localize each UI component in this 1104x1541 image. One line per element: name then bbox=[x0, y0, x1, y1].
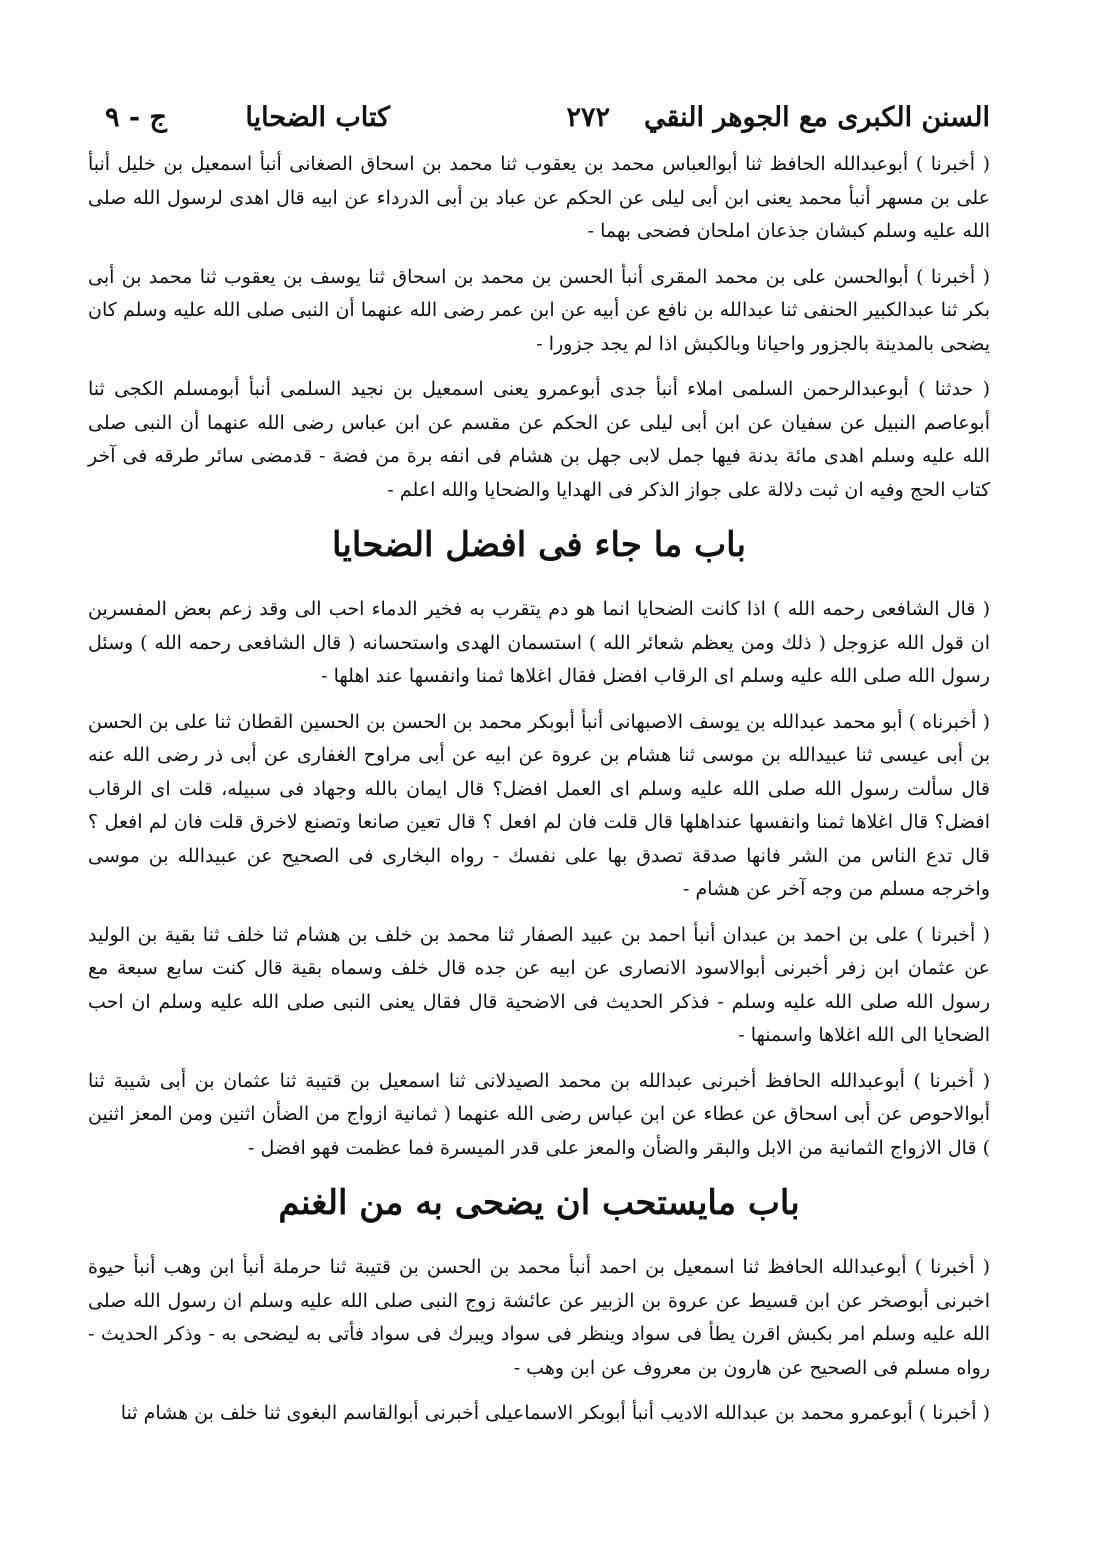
chapter-heading: باب ما جاء فى افضل الضحايا bbox=[332, 525, 746, 565]
paragraph: ( أخبرنا ) أبوعبدالله الحافظ ثنا أبوالعباس محمد بن يعقوب ثنا محمد بن اسحاق الصغانى أنبأ اسمعيل بن خليل أنبأ على بن مسهر أنبأ محمد يعنى ابن أبى ليلى عن الحكم عن عباد بن أبى الدرداء عن ابيه قال اهدى لرسول الله صلى الله عليه وسلم كبشان جذعان املحان فضحى بهما - bbox=[88, 153, 990, 242]
paragraph: ( قال الشافعى رحمه الله ) اذا كانت الضحايا انما هو دم يتقرب به فخير الدماء احب الى وقد زعم بعض المفسرين ان قول الله عزوجل ( ذلك ومن يعظم شعائر الله ) استسمان الهدى واستحسانه ( قال الشافعى رحمه الله ) وسئل رسول الله صلى الله عليه وسلم اى الرقاب افضل فقال اغلاها ثمنا وانفسها عند اهلها - bbox=[88, 598, 990, 687]
paragraph: ( أخبرنا ) أبوعمرو محمد بن عبدالله الاديب أنبأ أبوبكر الاسماعيلى أخبرنى أبوالقاسم البغوى ثنا خلف بن هشام ثنا bbox=[120, 1402, 990, 1424]
chapter-heading: باب مايستحب ان يضحى به من الغنم bbox=[278, 1183, 800, 1223]
paragraph: ( أخبرناه ) أبو محمد عبدالله بن يوسف الاصبهانى أنبأ أبوبكر محمد بن الحسن بن الحسين القطان ثنا على بن الحسن بن أبى عيسى ثنا عبيدالله بن موسى ثنا هشام بن عروة عن ابيه عن أبى مراوح الغفارى عن أبى ذر رضى الله عنه قال سألت رسول الله صلى الله عليه وسلم اى العمل افضل؟ قال ايمان بالله وجهاد فى سبيله، قلت اى الرقاب افضل؟ قال اغلاها ثمنا وانفسها عنداهلها قال قلت فان لم افعل ؟ قال تعين صانعا وتصنع لاخرق قلت فان لم افعل ؟ قال تدع الناس من الشر فانها صدقة تصدق بها على نفسك - رواه البخارى فى الصحيح عن عبيدالله بن موسى واخرجه مسلم من وجه آخر عن هشام - bbox=[88, 710, 991, 900]
paragraph: ( حدثنا ) أبوعبدالرحمن السلمى املاء أنبأ جدى أبوعمرو يعنى اسمعيل بن نجيد السلمى أنبأ أبومسلم الكجى ثنا أبوعاصم النبيل عن سفيان عن ابن أبى ليلى عن الحكم عن مقسم عن ابن عباس رضى الله عنهما أن النبى صلى الله عليه وسلم اهدى مائة بدنة فيها جمل لابى جهل بن هشام فى انفه برة من فضة - قدمضى سائر طرقه فى آخر كتاب الحج وفيه ان ثبت دلالة على جواز الذكر فى الهدايا والضحايا والله اعلم - bbox=[88, 378, 990, 501]
page-header bbox=[105, 92, 990, 144]
section-title: كتاب الضحايا bbox=[245, 102, 390, 133]
paragraph: ( أخبرنا ) على بن احمد بن عبدان أنبأ احمد بن عبيد الصفار ثنا محمد بن خلف بن هشام ثنا خلف ثنا بقية بن الوليد عن عثمان ابن زفر أخبرنى أبوالاسود الانصارى عن ابيه عن جده قال خلف وسماه بقية قال كنت سابع سبعة مع رسول الله صلى الله عليه وسلم - فذكر الحديث فى الاضحية قال فقال يعنى النبى صلى الله عليه وسلم ان احب الضحايا الى الله اغلاها واسمنها - bbox=[88, 923, 990, 1046]
paragraph: ( أخبرنا ) أبوعبدالله الحافظ ثنا اسمعيل بن احمد أنبأ محمد بن الحسن بن قتيبة ثنا حرملة أنبأ ابن وهب أنبأ حيوة اخبرنى أبوصخر عن ابن قسيط عن عروة بن الزبير عن عائشة زوج النبى صلى الله عليه وسلم ان رسول الله صلى الله عليه وسلم امر بكبش اقرن يطأ فى سواد وينظر فى سواد ويبرك فى سواد فأتى به ليضحى به - وذكر الحديث - رواه مسلم فى الصحيح عن هارون بن معروف عن ابن وهب - bbox=[88, 1256, 990, 1379]
paragraph: ( أخبرنا ) أبوالحسن على بن محمد المقرى أنبأ الحسن بن محمد بن اسحاق ثنا يوسف بن يعقوب ثنا محمد بن أبى بكر ثنا عبدالكبير الحنفى ثنا عبدالله بن نافع عن أبيه عن ابن عمر رضى الله عنهما أن النبى صلى الله عليه وسلم كان يضحى بالمدينة بالجزور واحيانا وبالكبش اذا لم يجد جزورا - bbox=[88, 265, 990, 355]
page-number: ٢٧٢ bbox=[566, 102, 610, 133]
page-body bbox=[88, 148, 990, 1443]
book-title: السنن الكبرى مع الجوهر النقي bbox=[643, 102, 990, 133]
volume-label: ج - ٩ bbox=[105, 102, 167, 133]
paragraph: ( أخبرنا ) أبوعبدالله الحافظ أخبرنى عبدالله بن محمد الصيدلانى ثنا اسمعيل بن قتيبة ثنا عثمان بن أبى شيبة ثنا أبوالاحوص عن أبى اسحاق عن عطاء عن ابن عباس رضى الله عنهما ( ثمانية ازواج من الضأن اثنين ومن المعز اثنين ) قال الازواج الثمانية من الابل والبقر والضأن والمعز على قدر الميسرة فما عظمت فهو افضل - bbox=[88, 1069, 990, 1159]
